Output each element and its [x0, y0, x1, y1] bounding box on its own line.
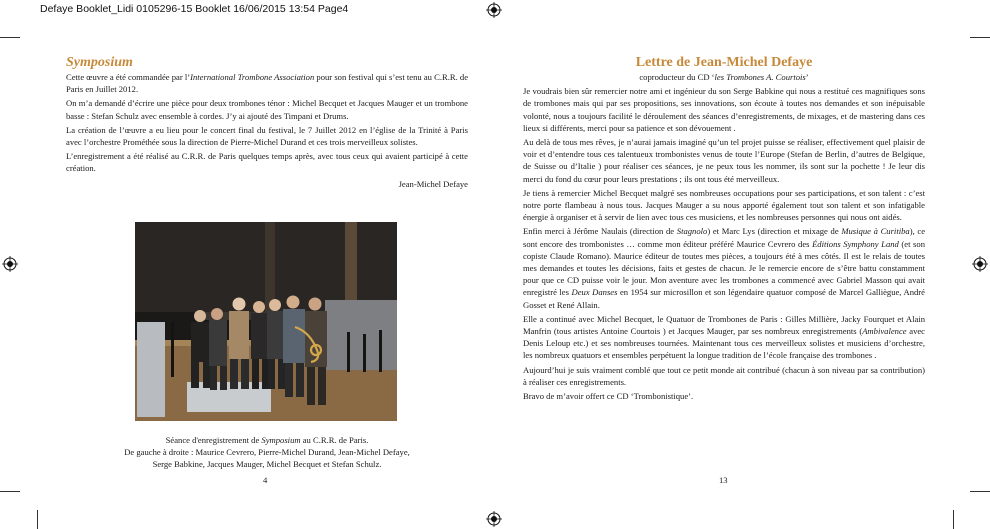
page-title: Lettre de Jean-Michel Defaye [635, 55, 813, 70]
signature: Jean-Michel Defaye [398, 178, 468, 189]
paragraph-text: L’enregistrement a été réalisé au C.R.R. de Paris quelques temps après, avec tous ceux qui avaient participé à cette création. [66, 151, 468, 174]
caption-text: Serge Babkine, Jacques Mauger, Michel Becquet et Stefan Schulz. [152, 459, 382, 470]
paragraph [523, 187, 925, 224]
paragraph-text: Je tiens à remercier Michel Becquet malgré ses nombreuses occupations pour ses participations, et son talent : c’est notre porte flambeau à nous tous. Jacques Mauger a su nous apporté également tout son talent et son infatigable énergie à organiser et à servir de lien avec tous ces musiciens, et les nombreuses personnes qui nous ont aidés. [523, 187, 925, 223]
italic-text: Stagnolo [676, 226, 708, 237]
paragraph [523, 364, 925, 388]
crop-mark [970, 491, 990, 492]
italic-text: Ambivalence [862, 326, 907, 337]
page-number: 4 [263, 475, 268, 485]
paragraph-text: Bravo de m’avoir offert ce CD ‘Trombonistique’. [523, 391, 694, 402]
paragraph-text: Enfin merci à Jérôme Naulais (direction de [523, 226, 677, 237]
paragraph [66, 150, 468, 174]
paragraph-text: Cette œuvre a été commandée par l’ [66, 72, 191, 82]
crop-mark [970, 37, 990, 38]
right-page [523, 55, 925, 404]
paragraph [523, 85, 925, 134]
paragraph-text: pour son festival qui s’est tenu au C.R.R. de Paris en Juillet 2012. [66, 72, 469, 95]
registration-mark-icon [486, 2, 502, 18]
registration-mark-icon [2, 256, 18, 272]
paragraph [66, 71, 468, 95]
paragraph [66, 124, 468, 148]
caption-text: De gauche à droite : Maurice Cevrero, Pierre-Michel Durand, Jean-Michel Defaye, [124, 447, 410, 458]
paragraph [523, 136, 925, 185]
page-number: 13 [719, 475, 728, 485]
paragraph-text: ), ce sont encore des trombonistes … comme mon éditeur préféré Maurice Cevrero des [523, 226, 926, 249]
italic-text: Musique à Curitiba [841, 226, 910, 237]
paragraph-text: (et son copiste Claude Romano). Maurice éditeur de toutes mes pièces, a toujours été à mes côtés. Il est le relais de toutes mes demandes et toutes les décisions, faits et gestes de chacun. Je le remercie encore de s’être battu constamment pour que ce CD puisse voir le jour. Mon aventure avec les trombones a commencé avec Gabriel Masson qui avait enregistré les [523, 238, 925, 298]
paragraph-text: Je voudrais bien sûr remercier notre ami et ingénieur du son Serge Babkine qui nous a restitué ces magnifiques sons de trombones mais qui par ses propositions, ses innovations, son écoute à toutes nos demandes et son inépuisable volonté, nous a toujours facilité le déroulement des séances d’enregistrements, de mixages, et de mastering dans ces lieux si différents, merci pour sa patience et son dévouement . [523, 86, 925, 133]
registration-mark-icon [486, 511, 502, 527]
body-text [523, 85, 925, 402]
body-text [66, 71, 468, 175]
italic-text: Éditions Symphony Land [812, 238, 899, 249]
paragraph [66, 97, 468, 121]
caption-text: Séance d'enregistrement de [165, 435, 262, 445]
crop-mark [0, 491, 20, 492]
paragraph-text: On m’a demandé d’écrire une pièce pour deux trombones ténor : Michel Becquet et Jacques Mauger et un trombone basse : Stefan Schulz avec ensemble à cordes. J’y ai ajouté des Timpani et Drums. [66, 98, 468, 121]
subtitle-text: coproducteur du CD ‘ [639, 72, 715, 82]
page-subtitle [523, 71, 925, 83]
print-slug: Defaye Booklet_Lidi 0105296-15 Booklet 16/06/2015 13:54 Page4 [40, 3, 349, 15]
paragraph-text: ) et Marc Lys (direction et mixage de [707, 226, 842, 237]
subtitle-cd-title: les Trombones A. Courtois [714, 72, 806, 82]
crop-mark [37, 510, 38, 529]
left-page [66, 55, 468, 190]
italic-text: International Trombone Association [190, 72, 315, 82]
crop-mark [953, 510, 954, 529]
paragraph [523, 313, 925, 362]
photo-caption [66, 434, 468, 471]
caption-work-title: Symposium [261, 435, 301, 445]
paragraph-text: en 1954 sur microsillon et son légendaire quatuor composé de Marcel Galliègue, André Gosset et René Allain. [523, 287, 925, 310]
caption-text: au C.R.R. de Paris. [300, 435, 369, 445]
paragraph [523, 225, 925, 310]
subtitle-text: ’ [805, 72, 809, 82]
paragraph-text: Elle a continué avec Michel Becquet, le Quatuor de Trombones de Paris : Gilles Millière, Jacky Fourquet et Alain Manfrin (tous artistes Antoine Courtois ) et Jacques Mauger, par ses nombreux enregistrements ( [523, 313, 925, 337]
paragraph [523, 390, 925, 402]
registration-mark-icon [972, 256, 988, 272]
paragraph-text: La création de l’œuvre a eu lieu pour le concert final du festival, le 7 Juillet 2012 en l’église de la Trinité à Paris avec l’orchestre Prométhée sous la direction de Pierre-Michel Durand et ces trois merveilleux solistes. [66, 124, 468, 148]
paragraph-text: Au delà de tous mes rêves, je n’aurai jamais imaginé qu’un tel projet puisse se réaliser, effectivement quel plaisir de voir et d’entendre tous ces talentueux trombonistes venus de toute l’Europe (Stefan de Berlin, d’autres de Belgique, de Suisse ou d’Italie ) pour réaliser ces séances, je ne peux tous les nommer, ils sont sur la pochette ! Je leur dis merci du fond du cœur pour leurs prestations ; ils ont tous été merveilleux. [523, 137, 925, 184]
italic-text: Deux Danses [571, 287, 618, 298]
page-title: Symposium [66, 55, 133, 70]
crop-mark [0, 37, 20, 38]
paragraph-text: avec Denis Leloup etc.) et ses nombreuses tournées. Maintenant tous ces merveilleux solistes et musiciens d’orchestre, les nombreux quatuors et ensembles perpétuent la longue tradition de l’école française des trombones . [523, 326, 925, 361]
recording-session-photo [135, 222, 397, 421]
paragraph-text: Aujourd’hui je suis vraiment comblé que tout ce petit monde ait contribué (chacun à son niveau par sa contribution) à réaliser ces enregistrements. [523, 364, 925, 387]
